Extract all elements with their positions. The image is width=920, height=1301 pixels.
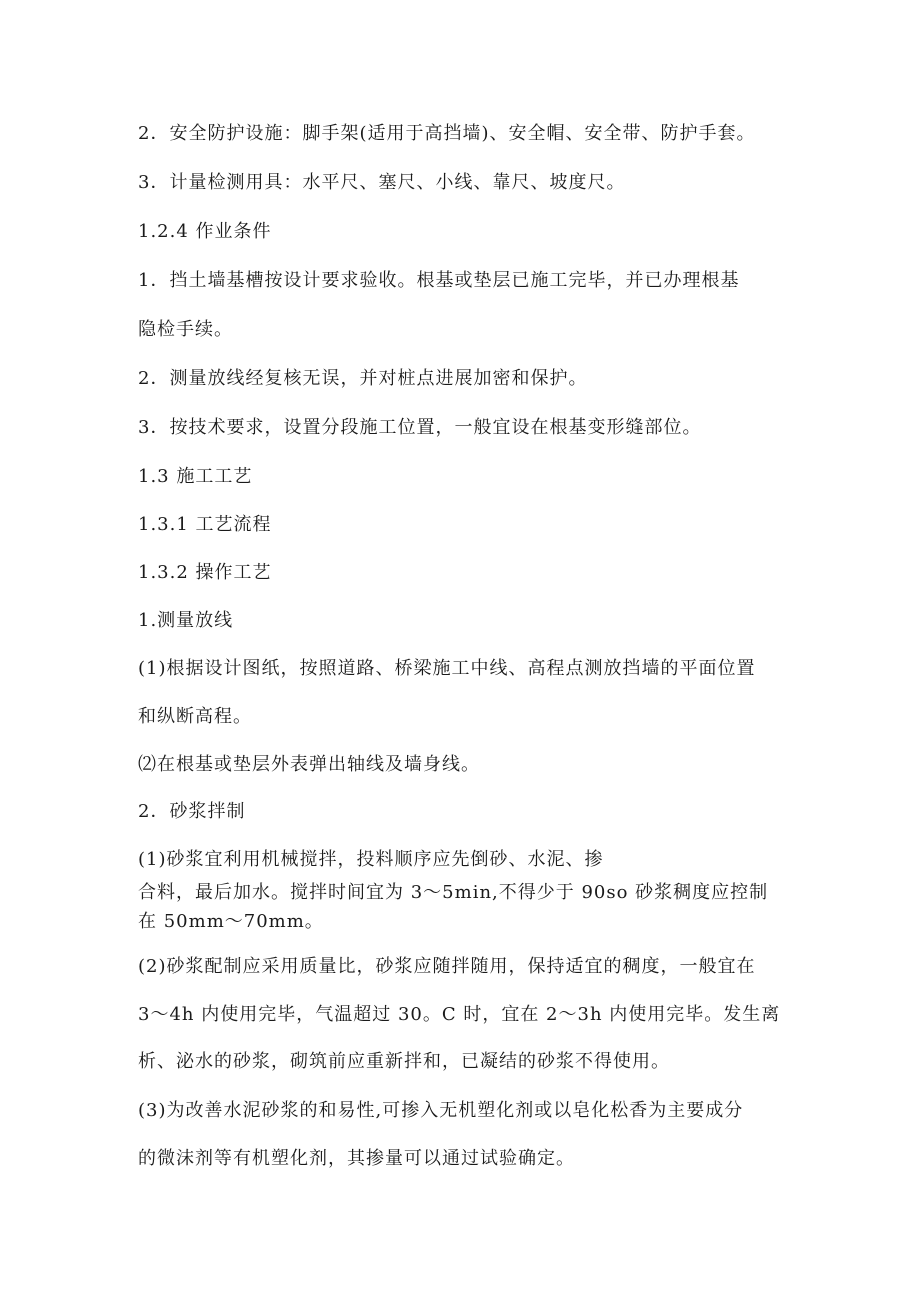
text-line: 2．测量放线经复核无误，并对桩点进展加密和保护。 — [138, 368, 588, 389]
text-line: 3．计量检测用具：水平尺、塞尺、小线、靠尺、坡度尺。 — [138, 172, 626, 193]
section-heading: 1.3.1 工艺流程 — [138, 514, 272, 535]
text-line: 的微沫剂等有机塑化剂，其掺量可以通过试验确定。 — [138, 1148, 575, 1169]
section-heading: 1.3.2 操作工艺 — [138, 562, 272, 583]
text-line: 3．按技术要求，设置分段施工位置，一般宜设在根基变形缝部位。 — [138, 417, 702, 438]
text-line: (1)根据设计图纸，按照道路、桥梁施工中线、高程点测放挡墙的平面位置 — [138, 658, 756, 679]
text-line: 析、泌水的砂浆，砌筑前应重新拌和，已凝结的砂浆不得使用。 — [138, 1051, 670, 1072]
text-line: (2)砂浆配制应采用质量比，砂浆应随拌随用，保持适宜的稠度，一般宜在 — [138, 956, 756, 977]
text-line: 和纵断高程。 — [138, 706, 252, 727]
subsection-heading: 2．砂浆拌制 — [138, 801, 246, 822]
text-line: 合料，最后加水。搅拌时间宜为 3～5min,不得少于 90so 砂浆稠度应控制 — [138, 882, 769, 903]
text-line: 2．安全防护设施：脚手架(适用于高挡墙)、安全帽、安全带、防护手套。 — [138, 123, 756, 144]
text-line: 3～4h 内使用完毕，气温超过 30。C 时，宜在 2～3h 内使用完毕。发生离 — [138, 1004, 781, 1025]
text-line: ⑵在根基或垫层外表弹出轴线及墙身线。 — [138, 754, 480, 775]
text-line: 隐检手续。 — [138, 319, 233, 340]
text-line: (1)砂浆宜利用机械搅拌，投料顺序应先倒砂、水泥、掺 — [138, 849, 604, 870]
section-heading: 1.3 施工工艺 — [138, 466, 253, 487]
subsection-heading: 1.测量放线 — [138, 610, 234, 631]
text-line: (3)为改善水泥砂浆的和易性,可掺入无机塑化剂或以皂化松香为主要成分 — [138, 1100, 744, 1121]
text-line: 在 50mm～70mm。 — [138, 911, 324, 932]
section-heading: 1.2.4 作业条件 — [138, 221, 272, 242]
text-line: 1．挡土墙基槽按设计要求验收。根基或垫层已施工完毕，并已办理根基 — [138, 270, 740, 291]
